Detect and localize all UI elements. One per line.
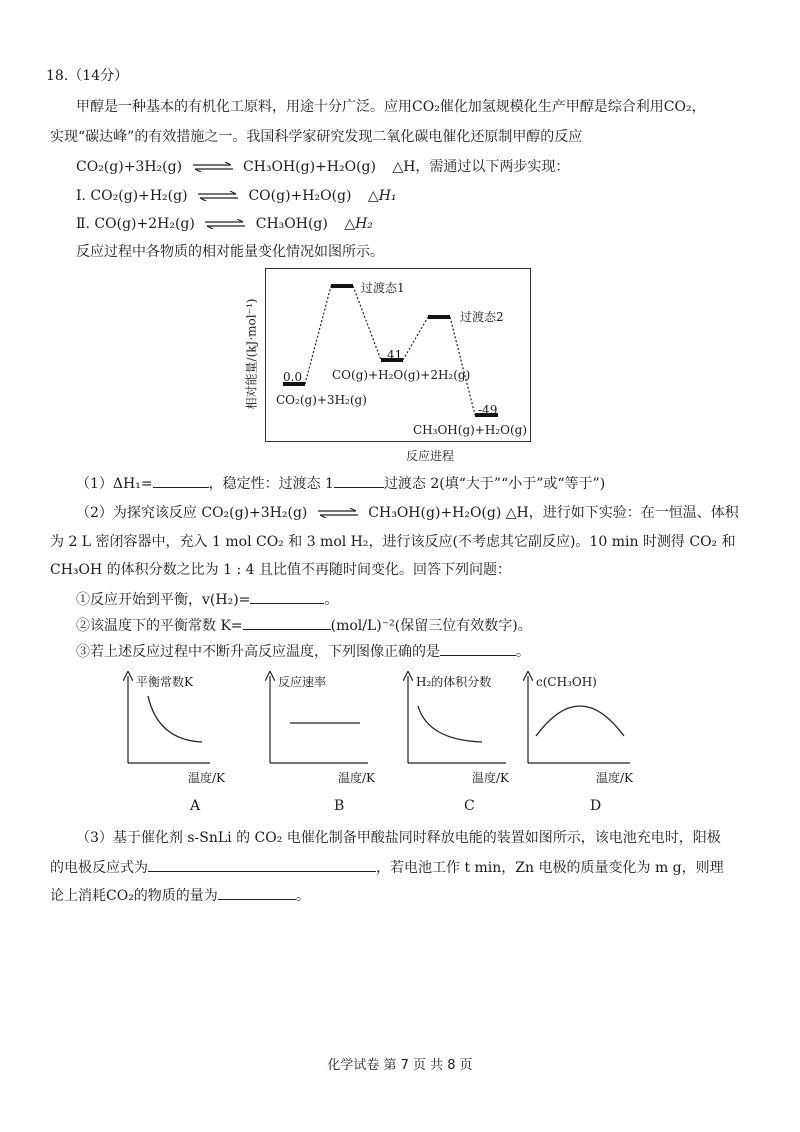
part-1-text-c: 过渡态 2(填“大于”“小于”或“等于”) (383, 476, 606, 492)
part-2-q2 (76, 614, 532, 636)
intro-line-1: 甲醇是一种基本的有机化工原料，用途十分广泛。应用CO₂催化加氢规模化生产甲醇是综合利用CO₂， (76, 99, 706, 115)
graph-c-letter: C (464, 798, 475, 814)
step-2-left: Ⅱ. CO(g)+2H₂(g) (76, 216, 195, 232)
level-2-species: CO(g)+H₂O(g)+2H₂(g) (332, 368, 471, 382)
part-1 (76, 472, 605, 494)
main-reaction-right: CH₃OH(g)+H₂O(g) (242, 159, 376, 175)
answer-blank-anode[interactable] (148, 856, 376, 872)
energy-diagram-ylabel: 相对能量/(kJ·mol⁻¹) (244, 298, 259, 410)
graph-a-xlabel: 温度/K (188, 771, 226, 785)
step-1-left: I. CO₂(g)+H₂(g) (76, 188, 188, 204)
step-2-suffix: △H₂ (344, 216, 373, 232)
part-2-line-1 (76, 503, 739, 523)
equilibrium-arrow-icon (198, 191, 238, 201)
part-1-text-b: ，稳定性：过渡态 1 (208, 476, 334, 492)
equilibrium-arrow-icon (205, 219, 245, 229)
part-2-q2-text: ②该温度下的平衡常数 K= (76, 618, 243, 634)
part-3-line-3-a: 论上消耗CO₂的物质的量为 (50, 888, 218, 904)
part-2-q1-text: ①反应开始到平衡，v(H₂)= (76, 592, 251, 608)
answer-blank-k[interactable] (243, 614, 331, 630)
figure-caption: 反应过程中各物质的相对能量变化情况如图所示。 (76, 244, 384, 260)
level-4-species: CH₃OH(g)+H₂O(g) (413, 423, 528, 437)
graph-b-ylabel: 反应速率 (278, 675, 327, 689)
graph-d-ylabel: c(CH₃OH) (536, 675, 597, 689)
answer-blank-rate[interactable] (250, 588, 324, 604)
graph-b-letter: B (334, 798, 345, 814)
step-2-right: CH₃OH(g) (255, 216, 328, 232)
graph-a-curve (148, 696, 202, 742)
step-2-reaction (76, 214, 373, 234)
part-3-line-2 (50, 856, 724, 878)
part-3-line-3-b: 。 (295, 888, 310, 904)
step-1-suffix: △H₁ (367, 188, 397, 204)
part-2-line-1-b: CH₃OH(g)+H₂O(g) △H，进行如下实验：在一恒温、体积 (368, 505, 739, 521)
part-3-line-1: （3）基于催化剂 s-SnLi 的 CO₂ 电催化制备甲酸盐同时释放电能的装置如图所示，该电池充电时，阳极 (76, 830, 721, 846)
part-3-line-2-a: 的电极反应式为 (50, 860, 148, 876)
graph-c-xlabel: 温度/K (472, 771, 510, 785)
part-2-q2-end: (mol/L)⁻²(保留三位有效数字)。 (330, 618, 532, 634)
main-reaction-left: CO₂(g)+3H₂(g) (76, 159, 183, 175)
step-1-reaction (76, 186, 397, 206)
part-1-text-a: （1）ΔH₁= (76, 476, 153, 492)
level-3-species: 过渡态2 (460, 310, 504, 324)
answer-blank-stability[interactable] (334, 472, 384, 488)
part-2-q1-end: 。 (324, 592, 339, 608)
step-1-right: CO(g)+H₂O(g) (248, 188, 352, 204)
level-1-species: 过渡态1 (361, 281, 405, 295)
answer-blank-co2[interactable] (218, 884, 296, 900)
level-2-value: 41 (387, 348, 403, 362)
graph-d-curve (536, 706, 624, 736)
graph-a-ylabel: 平衡常数K (136, 675, 193, 689)
level-0-species: CO₂(g)+3H₂(g) (276, 393, 367, 407)
part-2-q1 (76, 588, 338, 610)
level-4-value: -49 (478, 403, 498, 417)
graph-d-letter: D (590, 798, 602, 814)
part-2-line-2: 为 2 L 密闭容器中，充入 1 mol CO₂ 和 3 mol H₂，进行该反应(不考虑其它副反应)。10 min 时测得 CO₂ 和 (50, 534, 736, 550)
question-number: 18.（14分） (46, 68, 129, 84)
graph-c-curve (418, 706, 482, 742)
energy-diagram-xlabel: 反应进程 (406, 449, 455, 463)
part-2-q3-text: ③若上述反应过程中不断升高反应温度，下列图像正确的是 (76, 644, 440, 660)
graph-b-xlabel: 温度/K (338, 771, 376, 785)
equilibrium-arrow-icon (193, 162, 233, 172)
part-2-line-1-a: （2）为探究该反应 CO₂(g)+3H₂(g) (76, 505, 308, 521)
part-2-q3-end: 。 (516, 644, 530, 660)
graph-d-xlabel: 温度/K (596, 771, 634, 785)
graph-c-ylabel: H₂的体积分数 (416, 675, 492, 689)
level-0-value: 0.0 (283, 370, 303, 384)
answer-blank-graph[interactable] (440, 640, 516, 656)
part-2-line-3: CH₃OH 的体积分数之比为 1 : 4 且比值不再随时间变化。回答下列问题： (50, 562, 512, 578)
equilibrium-arrow-icon (318, 508, 358, 518)
answer-blank-dh1[interactable] (153, 472, 209, 488)
main-reaction-suffix: △H，需通过以下两步实现： (392, 159, 570, 175)
part-3-line-3 (50, 884, 310, 906)
intro-line-2: 实现“碳达峰”的有效措施之一。我国科学家研究发现二氧化碳电催化还原制甲醇的反应 (50, 129, 583, 145)
page-footer: 化学试卷 第 7 页 共 8 页 (327, 1058, 473, 1073)
main-reaction (76, 157, 569, 177)
part-2-q3 (76, 640, 530, 662)
graph-a-letter: A (190, 798, 201, 814)
part-3-line-2-b: ，若电池工作 t min，Zn 电极的质量变化为 m g，则理 (376, 860, 724, 876)
